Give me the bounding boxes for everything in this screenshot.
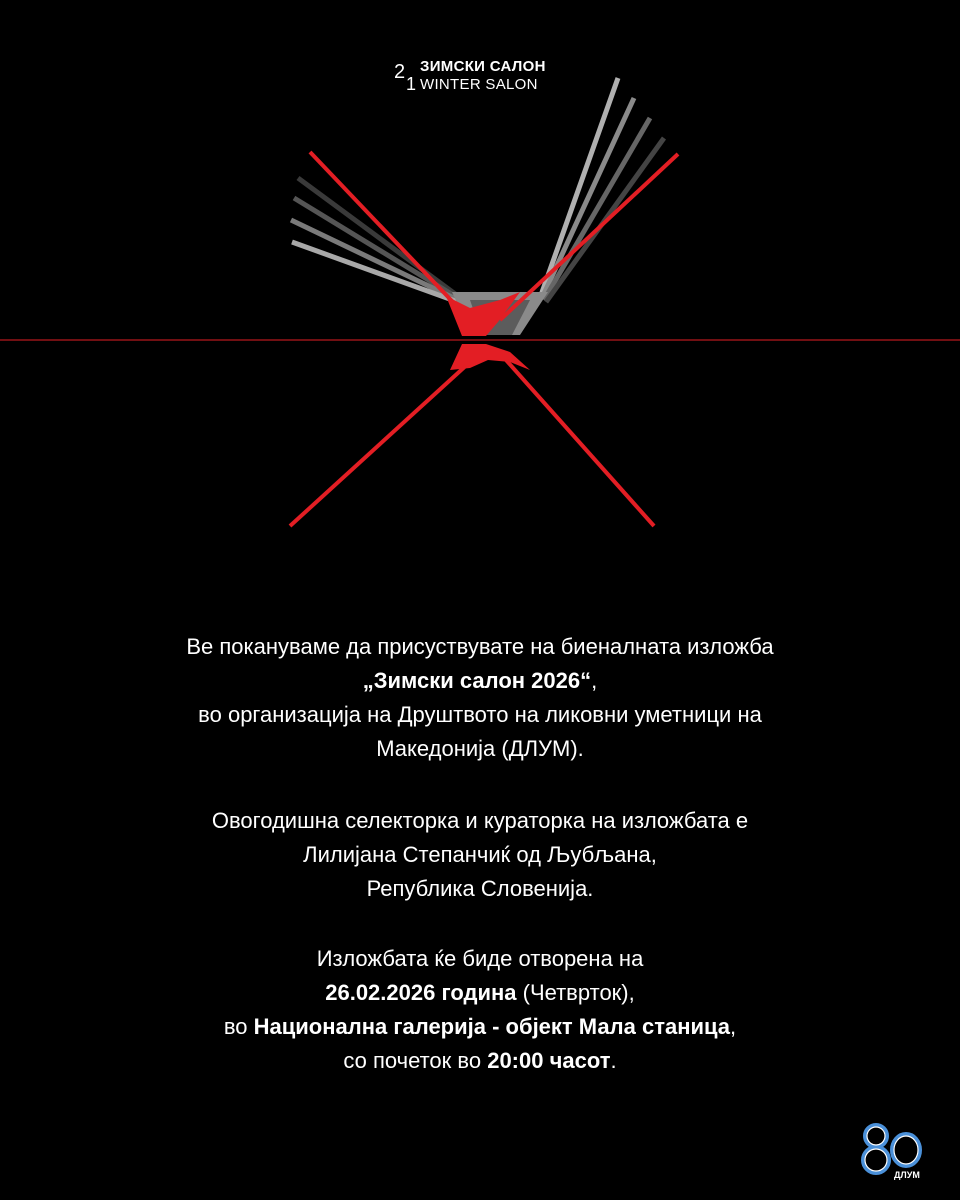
opening-venue: Национална галерија - објект Мала станица bbox=[253, 1014, 731, 1039]
invitation-paragraph-2 bbox=[100, 804, 860, 906]
opening-date-line bbox=[100, 976, 860, 1010]
curator-line-2: Лилијана Степанчиќ од Љубљана, bbox=[303, 842, 657, 867]
lower-right-red-line bbox=[506, 360, 654, 526]
dlum-logo-zero bbox=[892, 1134, 920, 1166]
curator-line-3: Република Словенија. bbox=[366, 876, 594, 901]
right-fan-line-1 bbox=[540, 78, 618, 298]
logo-number-top: 2 bbox=[394, 61, 406, 83]
invite-line-4: Македонија (ДЛУМ). bbox=[376, 736, 584, 761]
left-fan-line-4 bbox=[292, 242, 458, 302]
dlum-80-logo bbox=[858, 1116, 928, 1182]
upper-right-red-line bbox=[500, 154, 678, 320]
curator-line-1: Овогодишна селекторка и кураторка на изложбата е bbox=[211, 808, 749, 833]
opening-line-1: Изложбата ќе биде отворена на bbox=[316, 946, 644, 971]
venue-suffix: , bbox=[730, 1014, 737, 1039]
opening-venue-line bbox=[100, 1010, 860, 1044]
time-suffix: . bbox=[610, 1048, 617, 1073]
time-prefix: со почеток во bbox=[343, 1048, 488, 1073]
exhibition-name: „Зимски салон 2026“ bbox=[362, 668, 592, 693]
opening-day: (Четврток), bbox=[516, 980, 635, 1005]
invite-line-3: во организација на Друштвото на ликовни уметници на bbox=[198, 702, 762, 727]
dlum-logo-eight-top bbox=[865, 1125, 887, 1147]
opening-time-line bbox=[100, 1044, 860, 1078]
logo-title-en: WINTER SALON bbox=[420, 76, 538, 93]
logo-title-mk: ЗИМСКИ САЛОН bbox=[420, 58, 546, 75]
invitation-paragraph-1 bbox=[100, 630, 860, 766]
exhibition-name-comma: , bbox=[591, 668, 598, 693]
opening-time: 20:00 часот bbox=[487, 1048, 611, 1073]
salon-graphic bbox=[0, 60, 960, 540]
lower-left-red-line bbox=[290, 362, 470, 526]
invite-line-1: Ве покануваме да присуствувате на биеналната изложба bbox=[186, 634, 774, 659]
right-fan-line-3 bbox=[544, 118, 650, 300]
upper-left-red-line bbox=[310, 152, 470, 320]
opening-date: 26.02.2026 година bbox=[325, 980, 517, 1005]
logo-number-bottom: 1 bbox=[406, 74, 417, 94]
lower-red-wedge bbox=[450, 344, 530, 370]
dlum-logo-label: ДЛУМ bbox=[894, 1170, 920, 1180]
invitation-paragraph-3 bbox=[100, 942, 860, 1078]
exhibition-name-line bbox=[100, 664, 860, 698]
dlum-logo-eight-bottom bbox=[863, 1147, 889, 1173]
venue-prefix: во bbox=[223, 1014, 254, 1039]
